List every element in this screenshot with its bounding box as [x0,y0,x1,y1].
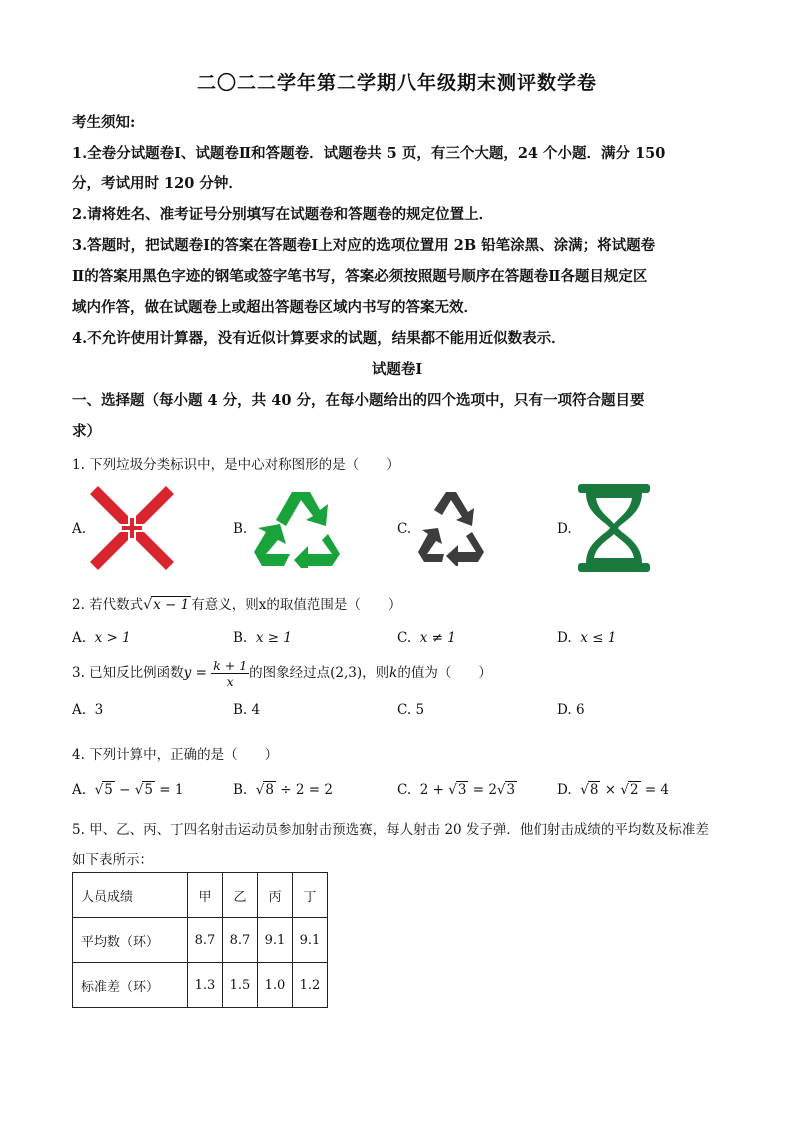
recycle-symbol-d-icon [578,484,650,572]
q4-option-d: D. √8 × √2 = 4 [557,782,670,798]
recycle-symbol-a-icon [90,486,174,570]
table-cell: 1.5 [223,963,258,1008]
table-header-cell: 甲 [188,873,223,918]
table-header-cell: 丙 [258,873,293,918]
q4-option-a: A. √5 − √5 = 1 [72,782,184,798]
q3-option-a: A. 3 [72,702,104,718]
q4-option-b: B. √8 ÷ 2 = 2 [233,782,333,798]
table-cell: 9.1 [258,918,293,963]
notice-line: 域内作答，做在试题卷上或超出答题卷区域内书写的答案无效． [72,299,478,316]
recycle-symbol-b-icon [254,490,348,568]
table-cell: 1.2 [293,963,328,1008]
part1-heading: 一、选择题（每小题 4 分，共 40 分，在每小题给出的四个选项中，只有一项符合题目要 [72,392,645,409]
q2-option-c: C. x ≠ 1 [397,630,456,646]
notice-line: 2.请将姓名、准考证号分别填写在试题卷和答题卷的规定位置上． [72,206,494,223]
q3-option-c: C. 5 [397,702,425,718]
q1-option-a-label: A. [72,521,87,537]
table-row [73,873,328,918]
recycle-symbol-c-icon [416,490,486,566]
q1-stem: 1. 下列垃圾分类标识中，是中心对称图形的是（ ） [72,457,400,473]
exam-title: 二〇二二学年第二学期八年级期末测评数学卷 [196,72,597,94]
table-cell: 1.3 [188,963,223,1008]
q1-option-b-label: B. [233,521,248,537]
notice-line: 1.全卷分试题卷Ⅰ、试题卷Ⅱ和答题卷．试题卷共 5 页，有三个大题，24 个小题．满分 150 [72,145,666,162]
notice-heading: 考生须知: [72,114,136,131]
q4-stem: 4. 下列计算中，正确的是（ ） [72,747,279,763]
q1-option-d-label: D. [557,521,572,537]
section-title: 试题卷Ⅰ [371,361,423,378]
table-cell: 平均数（环） [73,918,188,963]
table-header-cell: 人员成绩 [73,873,188,918]
table-cell: 标准差（环） [73,963,188,1008]
q3-option-d: D. 6 [557,702,585,718]
q2-option-a: A. x > 1 [72,630,131,646]
q1-option-c-label: C. [397,521,412,537]
score-table [72,872,328,1008]
table-cell: 8.7 [188,918,223,963]
q5-stem-cont: 如下表所示： [72,852,153,868]
table-cell: 1.0 [258,963,293,1008]
table-cell: 9.1 [293,918,328,963]
table-row [73,918,328,963]
notice-line: Ⅱ的答案用黑色字迹的钢笔或签字笔书写，答案必须按照题号顺序在答题卷Ⅱ各题目规定区 [72,268,648,285]
table-header-cell: 丁 [293,873,328,918]
q3-option-b: B. 4 [233,702,261,718]
q5-stem: 5. 甲、乙、丙、丁四名射击运动员参加射击预选赛，每人射击 20 发子弹．他们射击成绩的平均数及标准差 [72,822,709,838]
notice-line: 分，考试用时 120 分钟． [72,175,243,192]
notice-line: 3.答题时，把试题卷Ⅰ的答案在答题卷Ⅰ上对应的选项位置用 2B 铅笔涂黑、涂满；将试题卷 [72,237,656,254]
part1-heading-cont: 求） [72,423,101,440]
q4-option-c: C. 2 + √3 = 2√3 [397,782,516,798]
q2-option-b: B. x ≥ 1 [233,630,292,646]
notice-line: 4.不允许使用计算器，没有近似计算要求的试题，结果都不能用近似数表示． [72,330,566,347]
q2-stem: 2. 若代数式√x − 1 有意义，则x的取值范围是（ ） [72,597,402,613]
table-header-cell: 乙 [223,873,258,918]
table-cell: 8.7 [223,918,258,963]
q3-stem: 3. 已知反比例函数y = $\frac{k + 1}{x}$ 的图象经过点(2,3)，则k的值为（ ） [72,658,492,689]
q2-option-d: D. x ≤ 1 [557,630,617,646]
table-row [73,963,328,1008]
